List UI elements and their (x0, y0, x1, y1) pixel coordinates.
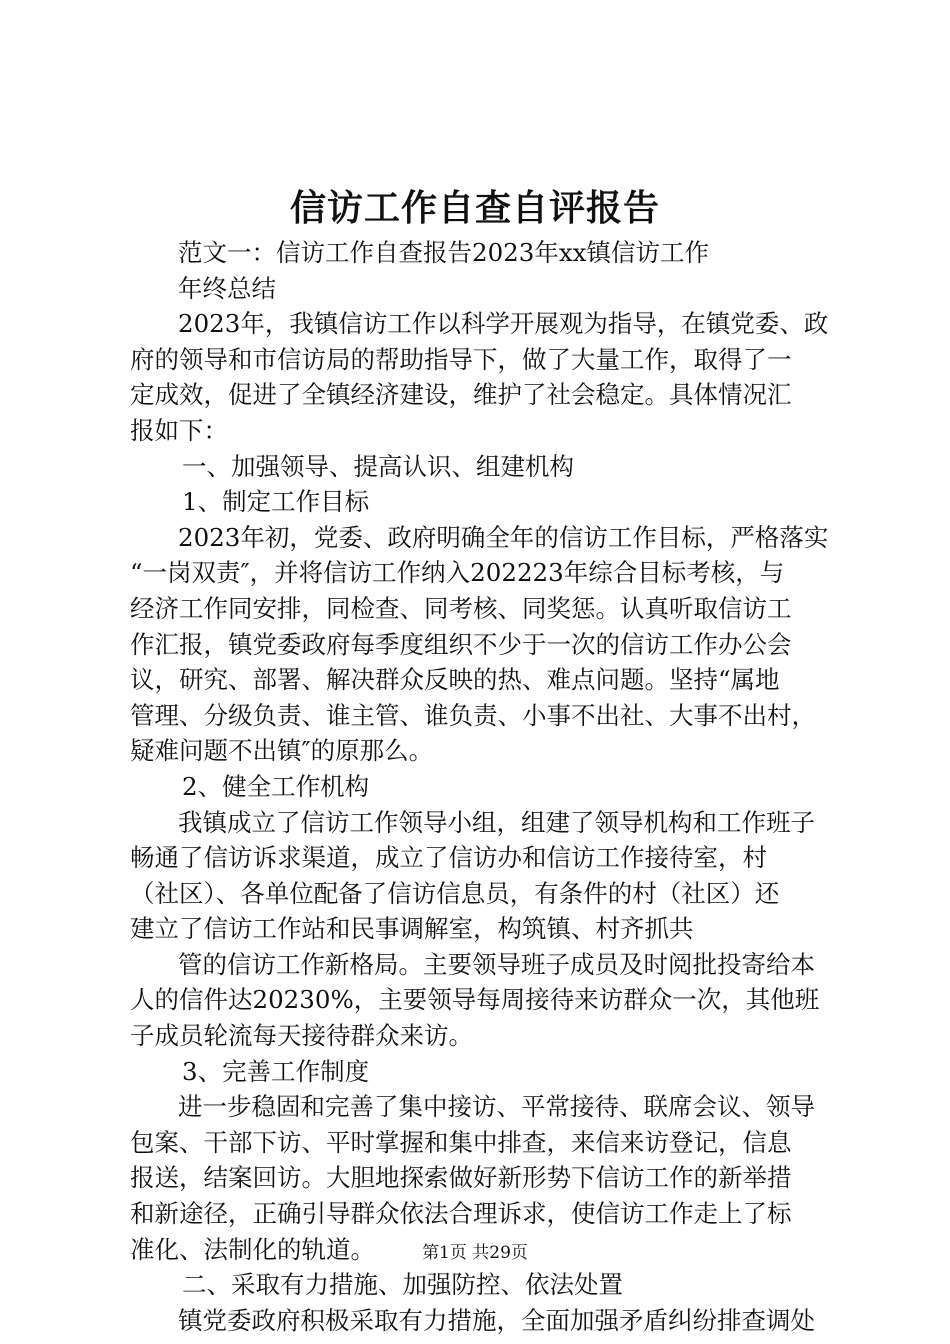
text-line: 管理、分级负责、谁主管、谁负责、小事不出社、大事不出村， (130, 700, 816, 730)
text-line: 报如下： (130, 415, 228, 445)
text-line: 我镇成立了信访工作领导小组，组建了领导机构和工作班子 (178, 807, 815, 837)
text-line: 范文一：信访工作自查报告2023年xx镇信访工作 (178, 238, 709, 267)
subsection-heading: 1、制定工作目标 (182, 487, 370, 517)
text-line: 建立了信访工作站和民事调解室，构筑镇、村齐抓共 (130, 914, 694, 944)
page-indicator: 第1页 共29页 (422, 1243, 528, 1263)
text-line: 畅通了信访诉求渠道，成立了信访办和信访工作接待室，村 (130, 843, 767, 873)
text-line: 进一步稳固和完善了集中接访、平常接待、联席会议、领导 (178, 1092, 815, 1122)
text-line: 和新途径，正确引导群众依法合理诉求，使信访工作走上了标 (130, 1199, 792, 1229)
section-heading: 二、采取有力措施、加强防控、依法处置 (182, 1270, 623, 1300)
text-line: 年终总结 (178, 273, 276, 303)
text-line: 作汇报，镇党委政府每季度组织不少于一次的信访工作办公会 (130, 629, 792, 659)
text-line: 疑难问题不出镇″的原那么。 (130, 736, 434, 766)
text-line: 2023年初，党委、政府明确全年的信访工作目标，严格落实 (178, 522, 829, 552)
text-line: 议，研究、部署、解决群众反映的热、难点问题。坚持“属地 (130, 665, 780, 695)
text-line: 经济工作同安排，同检查、同考核、同奖惩。认真听取信访工 (130, 593, 792, 623)
text-line: （社区）、各单位配备了信访信息员，有条件的村（社区）还 (130, 878, 780, 908)
text-line: “一岗双责″，并将信访工作纳入202223年综合目标考核，与 (130, 558, 785, 588)
subsection-heading: 3、完善工作制度 (182, 1056, 370, 1086)
document-title: 信访工作自查自评报告 (289, 187, 660, 229)
subsection-heading: 2、健全工作机构 (182, 771, 370, 801)
text-line: 2023年，我镇信访工作以科学开展观为指导，在镇党委、政 (178, 309, 829, 339)
text-line: 报送，结案回访。大胆地探索做好新形势下信访工作的新举措 (130, 1163, 792, 1193)
document-body (130, 235, 830, 1338)
text-line: 镇党委政府积极采取有力措施，全面加强矛盾纠纷排查调处 (178, 1305, 815, 1335)
text-line: 包案、干部下访、平时掌握和集中排查，来信来访登记，信息 (130, 1127, 792, 1157)
text-line: 准化、法制化的轨道。 (130, 1234, 375, 1264)
text-line: 府的领导和市信访局的帮助指导下，做了大量工作，取得了一 (130, 344, 792, 374)
text-line: 人的信件达20230%，主要领导每周接待来访群众一次，其他班 (130, 985, 820, 1015)
section-heading: 一、加强领导、提高认识、组建机构 (182, 451, 574, 481)
text-line: 管的信访工作新格局。主要领导班子成员及时阅批投寄给本 (178, 949, 815, 979)
text-line: 子成员轮流每天接待群众来访。 (130, 1021, 473, 1051)
text-line: 定成效，促进了全镇经济建设，维护了社会稳定。具体情况汇 (130, 380, 792, 410)
